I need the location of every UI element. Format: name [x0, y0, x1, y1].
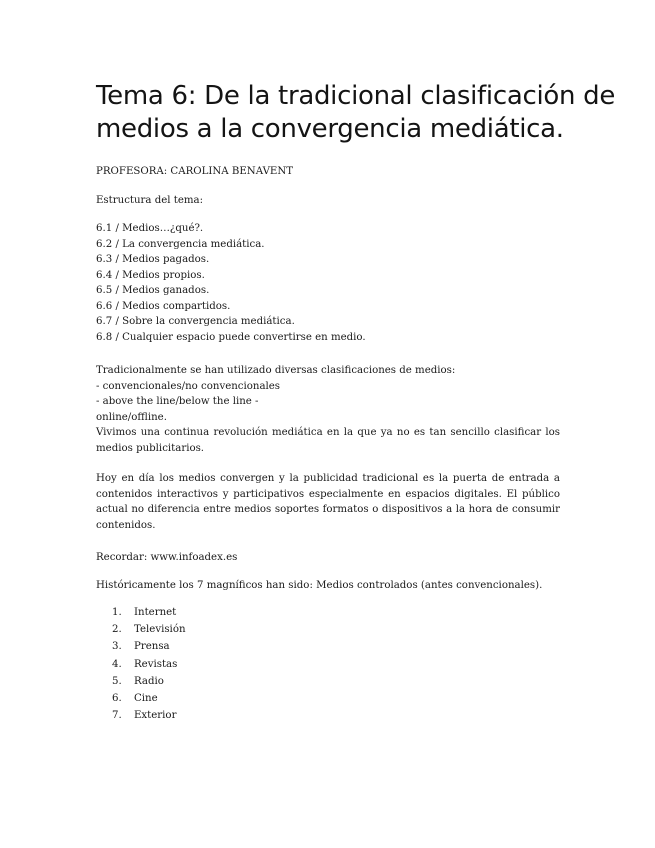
reminder-line: Recordar: www.infoadex.es — [96, 552, 238, 563]
list-item — [112, 638, 186, 655]
toc-item: 6.8 / Cualquier espacio puede convertirse en medio. — [96, 331, 366, 343]
list-item — [112, 707, 186, 724]
list-number: 7. — [112, 710, 122, 722]
classification-line: - above the line/below the line - — [96, 396, 259, 407]
list-number: 1. — [112, 607, 122, 618]
toc-item: 6.6 / Medios compartidos. — [96, 300, 231, 312]
list-item — [112, 656, 186, 673]
historic-line: Históricamente los 7 magníficos han sido: Medios controlados (antes convencionales). — [96, 580, 543, 591]
list-label: Televisión — [134, 624, 186, 636]
classifications-intro: Tradicionalmente se han utilizado diversas clasificaciones de medios: — [96, 365, 456, 376]
list-label: Exterior — [134, 710, 177, 722]
list-number: 5. — [112, 675, 122, 687]
toc-item: 6.4 / Medios propios. — [96, 269, 205, 281]
toc-item: 6.7 / Sobre la convergencia mediática. — [96, 316, 295, 327]
list-item — [112, 604, 186, 621]
list-number: 4. — [112, 658, 122, 670]
toc-item: 6.3 / Medios pagados. — [96, 254, 210, 265]
list-number: 6. — [112, 692, 122, 704]
list-label: Internet — [134, 607, 177, 618]
list-number: 2. — [112, 624, 122, 636]
professor-line: PROFESORA: CAROLINA BENAVENT — [96, 166, 294, 177]
structure-heading: Estructura del tema: — [96, 195, 204, 206]
list-label: Cine — [134, 692, 158, 704]
toc-item: 6.1 / Medios…¿qué?. — [96, 223, 204, 234]
list-item — [112, 690, 186, 707]
revolution-paragraph: Vivimos una continua revolución mediática en la que ya no es tan sencillo clasificar los medios publicitarios. — [96, 427, 560, 454]
classification-line: online/offline. — [96, 411, 167, 423]
page-title: Tema 6: De la tradicional clasificación de medios a la convergencia mediática. — [96, 81, 616, 144]
classifications-section — [96, 363, 560, 456]
table-of-contents — [96, 221, 560, 345]
toc-item: 6.2 / La convergencia mediática. — [96, 238, 265, 250]
list-label: Revistas — [134, 658, 178, 670]
list-item — [112, 673, 186, 690]
media-list — [112, 604, 186, 724]
list-label: Radio — [134, 675, 164, 687]
list-item — [112, 621, 186, 638]
classification-line: - convencionales/no convencionales — [96, 380, 281, 392]
list-label: Prensa — [134, 641, 170, 653]
list-number: 3. — [112, 641, 122, 653]
toc-item: 6.5 / Medios ganados. — [96, 285, 210, 296]
convergence-paragraph: Hoy en día los medios convergen y la publicidad tradicional es la puerta de entrada a contenidos interactivos y participativos especialmente en espacios digitales. El público actual no diferencia entre medios soportes formatos o dispositivos a la hora de consumir contenidos. — [96, 473, 560, 531]
